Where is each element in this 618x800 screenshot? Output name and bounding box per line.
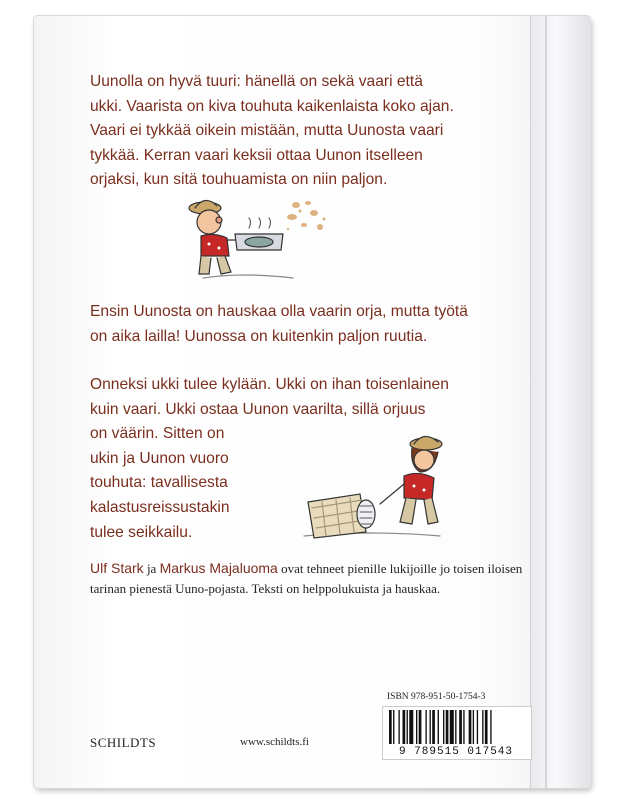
barcode-bar bbox=[463, 710, 464, 744]
barcode-bar bbox=[432, 710, 435, 744]
publisher-logo: SCHILDTS bbox=[90, 735, 157, 750]
barcode-bar bbox=[469, 710, 472, 744]
barcode-bar bbox=[450, 710, 454, 744]
illustrator-name: Markus Majaluoma bbox=[159, 560, 278, 576]
barcode-bar bbox=[455, 710, 456, 744]
barcode-bar bbox=[446, 710, 449, 744]
author-credits bbox=[90, 558, 540, 599]
barcode-bar bbox=[438, 710, 439, 744]
barcode-bar bbox=[393, 710, 394, 744]
book-spine bbox=[530, 16, 591, 788]
barcode-bar bbox=[490, 710, 491, 744]
barcode-bar bbox=[389, 710, 392, 744]
barcode-number: 9 789515 017543 bbox=[398, 746, 514, 758]
isbn-label: ISBN 978-951-50-1754-3 bbox=[387, 692, 486, 702]
blurb-paragraph-2: Ensin Uunosta on hauskaa olla vaarin orja, mutta työtä on aika lailla! Uunossa on kuitenkin paljon ruutia. bbox=[90, 303, 468, 345]
blurb-paragraph-1: Uunolla on hyvä tuuri: hänellä on sekä vaari että ukki. Vaarista on kiva touhuta kaikenlaista koko ajan. Vaari ei tykkää oikein mistään, mutta Uunosta vaari tykkää. Kerran vaari keksii ottaa Uunon itselleen orjaksi, kun sitä touhuamista on niin paljon. bbox=[90, 73, 454, 189]
blurb-paragraph-3: Onneksi ukki tulee kylään. Ukki on ihan toisenlainen kuin vaari. Ukki ostaa Uunon vaarilta, sillä orjuus on väärin. Sitten on ukin ja Uunon vuoro touhuta: tavallisesta kalastusreissustakin tulee seikkailu. bbox=[90, 376, 449, 541]
barcode-bar bbox=[407, 710, 408, 744]
barcode-bar bbox=[473, 710, 474, 744]
barcode-bar bbox=[443, 710, 444, 744]
barcode-bar bbox=[430, 710, 431, 744]
credits-conjunction: ja bbox=[146, 561, 157, 576]
spine-groove bbox=[545, 16, 547, 788]
barcode-bar bbox=[482, 710, 483, 744]
publisher-website: www.schildts.fi bbox=[240, 736, 309, 748]
credits-text: ovat tehneet pienille lukijoille jo toisen iloisen tarinan pienestä Uuno-pojasta. Teksti on helppolukuista ja hauskaa. bbox=[90, 561, 523, 596]
barcode-bar bbox=[409, 710, 413, 744]
barcode-bar bbox=[459, 710, 462, 744]
barcode-bar bbox=[403, 710, 406, 744]
barcode-bar bbox=[419, 710, 422, 744]
barcode-bar bbox=[485, 710, 488, 744]
barcode-bar bbox=[425, 710, 426, 744]
author-name: Ulf Stark bbox=[90, 560, 144, 576]
barcode-bar bbox=[416, 710, 417, 744]
barcode-bar bbox=[398, 710, 399, 744]
boy-carrying-tray-illustration bbox=[183, 188, 383, 288]
barcode-bar bbox=[477, 710, 478, 744]
boy-with-fish-basket-illustration bbox=[300, 432, 450, 544]
barcode-bars bbox=[383, 707, 531, 747]
